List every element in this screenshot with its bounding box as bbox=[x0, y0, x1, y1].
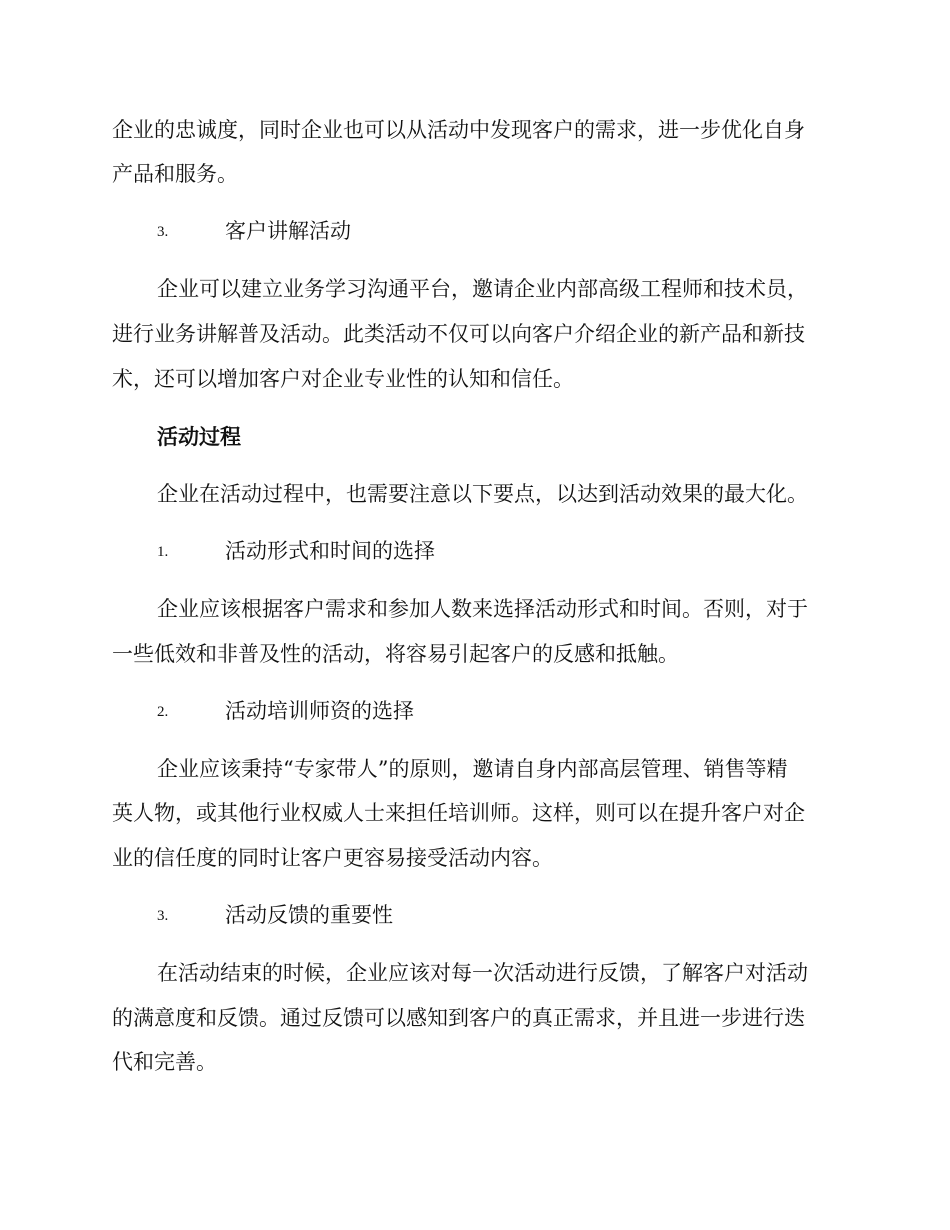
list-item-title: 客户讲解活动 bbox=[225, 219, 351, 243]
paragraph-line: 术，还可以增加客户对企业专业性的认知和信任。 bbox=[112, 367, 574, 391]
list-item-number: 3. bbox=[157, 908, 169, 924]
paragraph-line: 业的信任度的同时让客户更容易接受活动内容。 bbox=[112, 846, 553, 870]
list-item-number: 3. bbox=[157, 224, 169, 240]
paragraph-line: 在活动结束的时候，企业应该对每一次活动进行反馈，了解客户对活动 bbox=[157, 961, 808, 985]
list-item-title: 活动形式和时间的选择 bbox=[225, 539, 435, 563]
list-item-number: 1. bbox=[157, 544, 169, 560]
paragraph-line: 代和完善。 bbox=[112, 1050, 217, 1074]
paragraph-line: 产品和服务。 bbox=[112, 162, 238, 186]
paragraph-line: 企业可以建立业务学习沟通平台，邀请企业内部高级工程师和技术员， bbox=[157, 277, 808, 301]
paragraph-line: 企业应该秉持“专家带人”的原则，邀请自身内部高层管理、销售等精 bbox=[157, 757, 788, 781]
paragraph-line: 企业在活动过程中，也需要注意以下要点，以达到活动效果的最大化。 bbox=[157, 482, 808, 506]
paragraph-line: 企业的忠诚度，同时企业也可以从活动中发现客户的需求，进一步优化自身 bbox=[112, 118, 805, 142]
paragraph-line: 的满意度和反馈。通过反馈可以感知到客户的真正需求，并且进一步进行迭 bbox=[112, 1006, 805, 1030]
paragraph-line: 一些低效和非普及性的活动，将容易引起客户的反感和抵触。 bbox=[112, 642, 679, 666]
section-heading: 活动过程 bbox=[157, 425, 241, 449]
paragraph-line: 企业应该根据客户需求和参加人数来选择活动形式和时间。否则，对于 bbox=[157, 597, 808, 621]
list-item-title: 活动培训师资的选择 bbox=[225, 699, 414, 723]
list-item-number: 2. bbox=[157, 704, 169, 720]
paragraph-line: 英人物，或其他行业权威人士来担任培训师。这样，则可以在提升客户对企 bbox=[112, 801, 805, 825]
paragraph-line: 进行业务讲解普及活动。此类活动不仅可以向客户介绍企业的新产品和新技 bbox=[112, 322, 805, 346]
list-item-title: 活动反馈的重要性 bbox=[225, 903, 393, 927]
